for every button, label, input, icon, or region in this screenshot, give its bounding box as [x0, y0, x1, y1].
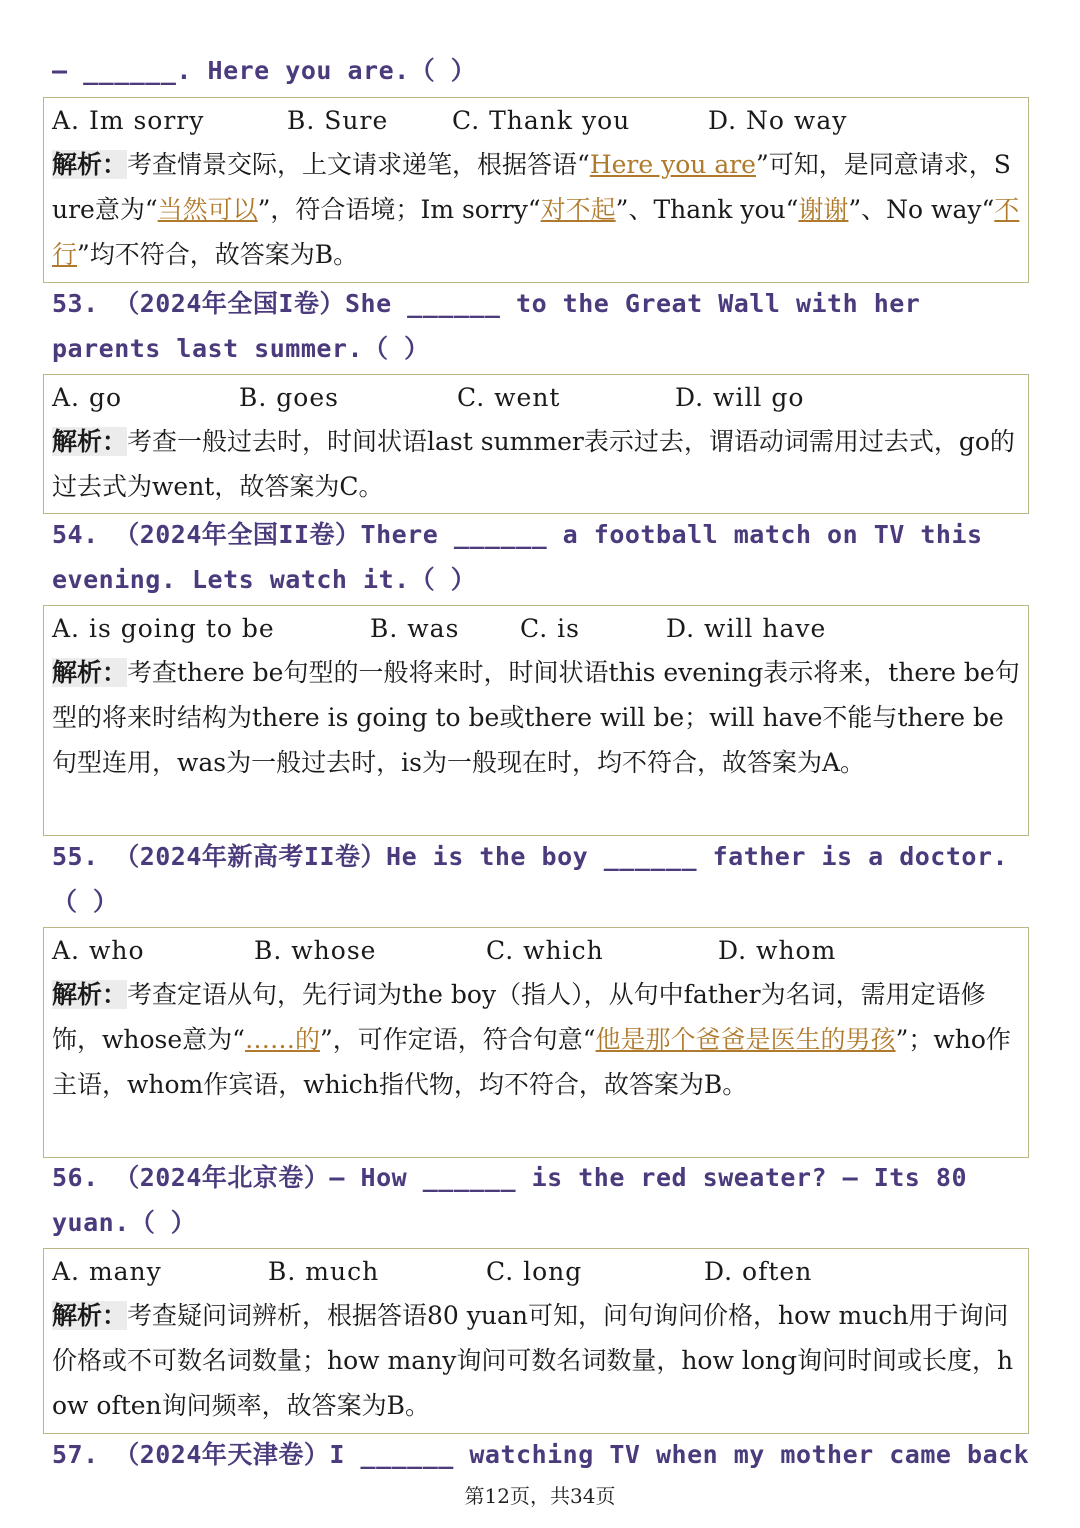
option-b: B. Sure [287, 105, 389, 135]
explanation-label: 解析： [52, 980, 128, 1009]
question-52-stem: — ______. Here you are.（ ） [52, 56, 477, 85]
question-53-stem: 53. （2024年全国I卷）She ______ to the Great Wall with her parents last summer.（ ） [52, 289, 936, 363]
explanation-55: 解析：考查定语从句，先行词为the boy（指人），从句中father为名词，需用定语修饰，whose意为“……的”，可作定语，符合句意“他是那个爸爸是医生的男孩”；who作主语，whom作宾语，which指代物，均不符合，故答案为B。 [52, 980, 1011, 1099]
explanation-56: 解析：考查疑问词辨析，根据答语80 yuan可知，问句询问价格，how much用于询问价格或不可数名词数量；how many询问可数名词数量，how long询问时间或长度，how often询问频率，故答案为B。 [52, 1301, 1014, 1420]
option-b: B. goes [239, 382, 339, 412]
question-57-stem: 57. （2024年天津卷）I ______ watching TV when my mother came back [52, 1440, 1030, 1469]
explanation-54: 解析：考查there be句型的一般将来时，时间状语this evening表示将来，there be句型的将来时结构为there is going to be或there will be；will have不能与there be句型连用，was为一般过去时，is为一般现在时，均不符合，故答案为A。 [52, 658, 1020, 777]
question-54-stem: 54. （2024年全国II卷）There ______ a football match on TV this evening. Lets watch it.（ ） [52, 520, 999, 594]
option-a: A. who [52, 935, 145, 965]
options-56 [52, 1249, 1020, 1293]
answer-box-54 [43, 605, 1029, 836]
option-c: C. long [486, 1256, 583, 1286]
options-55 [52, 928, 1020, 972]
option-a: A. many [52, 1256, 162, 1286]
explanation-label: 解析： [52, 427, 128, 456]
options-52 [52, 98, 1020, 142]
options-53 [52, 375, 1020, 419]
explanation-52: 解析：考查情景交际，上文请求递笔，根据答语“Here you are”可知，是同意请求，Sure意为“当然可以”，符合语境；Im sorry“对不起”、Thank you“谢谢”、No way“不行”均不符合，故答案为B。 [52, 150, 1020, 269]
option-b: B. whose [254, 935, 377, 965]
answer-box-52 [43, 97, 1029, 283]
explanation-label: 解析： [52, 1301, 128, 1330]
option-c: C. Thank you [452, 105, 631, 135]
option-b: B. was [370, 613, 460, 643]
page-number: 第12页，共34页 [464, 1484, 616, 1508]
option-d: D. No way [708, 105, 848, 135]
answer-box-53 [43, 374, 1029, 514]
explanation-53: 解析：考查一般过去时，时间状语last summer表示过去，谓语动词需用过去式，go的过去式为went，故答案为C。 [52, 427, 1015, 501]
option-d: D. often [704, 1256, 813, 1286]
option-b: B. much [268, 1256, 380, 1286]
options-54 [52, 606, 1020, 650]
option-c: C. which [486, 935, 604, 965]
question-55-stem: 55. （2024年新高考II卷）He is the boy ______ father is a doctor.（ ） [52, 842, 1009, 916]
explanation-label: 解析： [52, 150, 128, 179]
answer-box-56 [43, 1248, 1029, 1434]
option-d: D. will have [666, 613, 827, 643]
option-a: A. go [52, 382, 123, 412]
question-56-stem: 56. （2024年北京卷）— How ______ is the red sweater? — Its 80 yuan.（ ） [52, 1163, 983, 1237]
option-a: A. Im sorry [52, 105, 205, 135]
option-c: C. went [457, 382, 561, 412]
answer-box-55 [43, 927, 1029, 1158]
option-d: D. whom [718, 935, 837, 965]
option-c: C. is [520, 613, 580, 643]
explanation-label: 解析： [52, 658, 128, 687]
option-a: A. is going to be [52, 613, 275, 643]
option-d: D. will go [675, 382, 805, 412]
